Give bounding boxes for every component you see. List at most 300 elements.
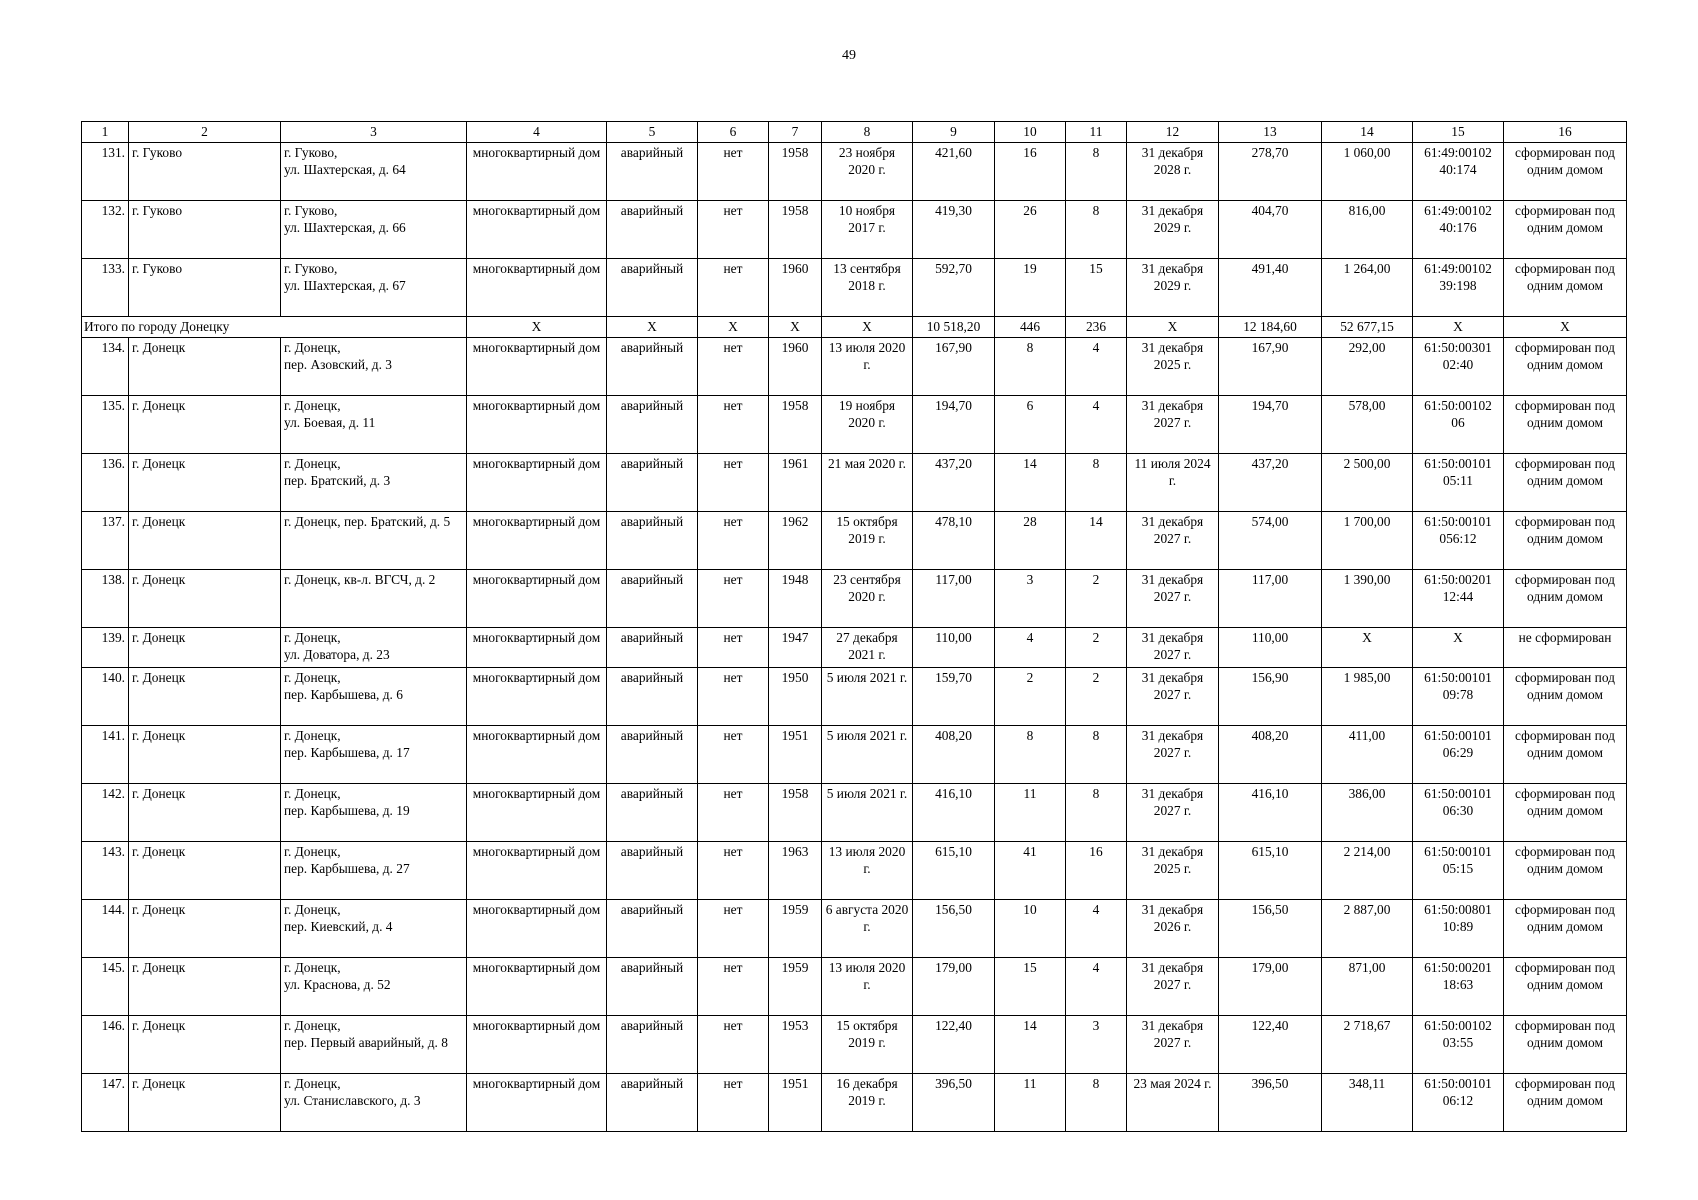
decision-date-cell: 23 ноября 2020 г. <box>822 143 913 201</box>
living-area-cell: 167,90 <box>1219 338 1322 396</box>
land-status-cell: сформирован под одним домом <box>1504 1016 1627 1074</box>
municipality-cell: г. Гуково <box>129 259 281 317</box>
municipality-cell: г. Донецк <box>129 570 281 628</box>
condition-cell: аварийный <box>607 668 698 726</box>
build-year-cell: 1961 <box>769 454 822 512</box>
flag-cell: нет <box>698 900 769 958</box>
building-type-cell: многоквартирный дом <box>467 784 607 842</box>
land-area-cell: 292,00 <box>1322 338 1413 396</box>
flats-count-cell: 2 <box>1066 668 1127 726</box>
municipality-cell: г. Донецк <box>129 726 281 784</box>
build-year-cell: 1959 <box>769 958 822 1016</box>
build-year-cell: 1958 <box>769 201 822 259</box>
condition-cell: аварийный <box>607 143 698 201</box>
header-cell: 6 <box>698 122 769 143</box>
flats-count-cell: 3 <box>1066 1016 1127 1074</box>
building-type-cell: многоквартирный дом <box>467 958 607 1016</box>
building-type-cell: многоквартирный дом <box>467 842 607 900</box>
row-number-cell: 139. <box>82 628 129 668</box>
municipality-cell: г. Донецк <box>129 842 281 900</box>
residents-cell: 14 <box>995 1016 1066 1074</box>
residents-cell: 3 <box>995 570 1066 628</box>
build-year-cell: 1948 <box>769 570 822 628</box>
header-cell: 3 <box>281 122 467 143</box>
flats-count-cell: 4 <box>1066 900 1127 958</box>
land-area-cell: 1 985,00 <box>1322 668 1413 726</box>
table-row <box>82 201 1627 259</box>
municipality-cell: г. Гуково <box>129 201 281 259</box>
building-type-cell: многоквартирный дом <box>467 900 607 958</box>
header-cell: 10 <box>995 122 1066 143</box>
table-row <box>82 454 1627 512</box>
total-area-cell: 421,60 <box>913 143 995 201</box>
emergency-housing-table <box>81 121 1627 1132</box>
row-number-cell: 141. <box>82 726 129 784</box>
decision-date-cell: 27 декабря 2021 г. <box>822 628 913 668</box>
condition-cell: аварийный <box>607 842 698 900</box>
resettlement-deadline-cell: 31 декабря 2027 г. <box>1127 396 1219 454</box>
resettlement-deadline-cell: 31 декабря 2025 г. <box>1127 842 1219 900</box>
header-cell: 2 <box>129 122 281 143</box>
condition-cell: аварийный <box>607 784 698 842</box>
address-cell: г. Донецк, пер. Киевский, д. 4 <box>281 900 467 958</box>
table-row <box>82 1074 1627 1132</box>
land-status-cell: сформирован под одним домом <box>1504 454 1627 512</box>
table-row <box>82 628 1627 668</box>
address-cell: г. Гуково, ул. Шахтерская, д. 64 <box>281 143 467 201</box>
total-label: Итого по городу Донецку <box>82 317 467 338</box>
row-number-cell: 142. <box>82 784 129 842</box>
decision-date-cell: 15 октября 2019 г. <box>822 1016 913 1074</box>
residents-cell: 11 <box>995 784 1066 842</box>
cadastral-number-cell: 61:50:00201 18:63 <box>1413 958 1504 1016</box>
address-cell: г. Донецк, кв-л. ВГСЧ, д. 2 <box>281 570 467 628</box>
address-cell: г. Донецк, пер. Карбышева, д. 17 <box>281 726 467 784</box>
cadastral-number-cell: 61:50:00102 06 <box>1413 396 1504 454</box>
total-area-cell: 396,50 <box>913 1074 995 1132</box>
header-cell: 1 <box>82 122 129 143</box>
table-row <box>82 900 1627 958</box>
residents-cell: 14 <box>995 454 1066 512</box>
row-number-cell: 145. <box>82 958 129 1016</box>
address-cell: г. Донецк, пер. Братский, д. 5 <box>281 512 467 570</box>
total-area-cell: 179,00 <box>913 958 995 1016</box>
table-row <box>82 668 1627 726</box>
table-row <box>82 842 1627 900</box>
flag-cell: нет <box>698 842 769 900</box>
flag-cell: нет <box>698 201 769 259</box>
table-row <box>82 784 1627 842</box>
land-status-cell: сформирован под одним домом <box>1504 570 1627 628</box>
resettlement-deadline-cell: 31 декабря 2027 г. <box>1127 1016 1219 1074</box>
total-cell-9: 10 518,20 <box>913 317 995 338</box>
cadastral-number-cell: 61:49:00102 40:174 <box>1413 143 1504 201</box>
header-cell: 16 <box>1504 122 1627 143</box>
municipality-cell: г. Донецк <box>129 1074 281 1132</box>
cadastral-number-cell: 61:50:00102 03:55 <box>1413 1016 1504 1074</box>
resettlement-deadline-cell: 11 июля 2024 г. <box>1127 454 1219 512</box>
land-status-cell: сформирован под одним домом <box>1504 726 1627 784</box>
flats-count-cell: 15 <box>1066 259 1127 317</box>
flats-count-cell: 8 <box>1066 784 1127 842</box>
living-area-cell: 404,70 <box>1219 201 1322 259</box>
total-area-cell: 122,40 <box>913 1016 995 1074</box>
resettlement-deadline-cell: 31 декабря 2027 г. <box>1127 726 1219 784</box>
municipality-cell: г. Гуково <box>129 143 281 201</box>
total-area-cell: 110,00 <box>913 628 995 668</box>
municipality-cell: г. Донецк <box>129 338 281 396</box>
row-number-cell: 143. <box>82 842 129 900</box>
decision-date-cell: 13 июля 2020 г. <box>822 958 913 1016</box>
building-type-cell: многоквартирный дом <box>467 259 607 317</box>
total-area-cell: 592,70 <box>913 259 995 317</box>
address-cell: г. Донецк, ул. Боевая, д. 11 <box>281 396 467 454</box>
land-status-cell: сформирован под одним домом <box>1504 900 1627 958</box>
residents-cell: 16 <box>995 143 1066 201</box>
building-type-cell: многоквартирный дом <box>467 570 607 628</box>
address-cell: г. Гуково, ул. Шахтерская, д. 66 <box>281 201 467 259</box>
condition-cell: аварийный <box>607 900 698 958</box>
total-area-cell: 194,70 <box>913 396 995 454</box>
flag-cell: нет <box>698 1074 769 1132</box>
resettlement-deadline-cell: 31 декабря 2027 г. <box>1127 784 1219 842</box>
municipality-cell: г. Донецк <box>129 1016 281 1074</box>
living-area-cell: 416,10 <box>1219 784 1322 842</box>
table-row <box>82 338 1627 396</box>
flats-count-cell: 16 <box>1066 842 1127 900</box>
total-area-cell: 437,20 <box>913 454 995 512</box>
table-row <box>82 259 1627 317</box>
condition-cell: аварийный <box>607 1016 698 1074</box>
land-area-cell: 1 060,00 <box>1322 143 1413 201</box>
decision-date-cell: 5 июля 2021 г. <box>822 726 913 784</box>
address-cell: г. Донецк, пер. Карбышева, д. 27 <box>281 842 467 900</box>
municipality-cell: г. Донецк <box>129 958 281 1016</box>
cadastral-number-cell: 61:50:00101 05:11 <box>1413 454 1504 512</box>
residents-cell: 28 <box>995 512 1066 570</box>
resettlement-deadline-cell: 31 декабря 2027 г. <box>1127 512 1219 570</box>
land-status-cell: сформирован под одним домом <box>1504 259 1627 317</box>
table-row <box>82 570 1627 628</box>
condition-cell: аварийный <box>607 454 698 512</box>
table-row <box>82 1016 1627 1074</box>
land-status-cell: сформирован под одним домом <box>1504 143 1627 201</box>
living-area-cell: 156,90 <box>1219 668 1322 726</box>
header-cell: 7 <box>769 122 822 143</box>
residents-cell: 2 <box>995 668 1066 726</box>
municipality-cell: г. Донецк <box>129 396 281 454</box>
building-type-cell: многоквартирный дом <box>467 1016 607 1074</box>
flag-cell: нет <box>698 143 769 201</box>
total-area-cell: 416,10 <box>913 784 995 842</box>
total-area-cell: 419,30 <box>913 201 995 259</box>
flag-cell: нет <box>698 668 769 726</box>
total-area-cell: 615,10 <box>913 842 995 900</box>
flag-cell: нет <box>698 1016 769 1074</box>
land-area-cell: 1 264,00 <box>1322 259 1413 317</box>
decision-date-cell: 13 июля 2020 г. <box>822 842 913 900</box>
total-cell-15: X <box>1413 317 1504 338</box>
residents-cell: 26 <box>995 201 1066 259</box>
resettlement-deadline-cell: 23 мая 2024 г. <box>1127 1074 1219 1132</box>
municipality-cell: г. Донецк <box>129 628 281 668</box>
build-year-cell: 1953 <box>769 1016 822 1074</box>
total-cell-12: X <box>1127 317 1219 338</box>
total-area-cell: 156,50 <box>913 900 995 958</box>
column-number-header <box>82 122 1627 143</box>
building-type-cell: многоквартирный дом <box>467 396 607 454</box>
living-area-cell: 194,70 <box>1219 396 1322 454</box>
condition-cell: аварийный <box>607 958 698 1016</box>
land-status-cell: сформирован под одним домом <box>1504 338 1627 396</box>
total-cell-14: 52 677,15 <box>1322 317 1413 338</box>
flats-count-cell: 8 <box>1066 454 1127 512</box>
table-row <box>82 512 1627 570</box>
building-type-cell: многоквартирный дом <box>467 338 607 396</box>
land-area-cell: 2 887,00 <box>1322 900 1413 958</box>
flats-count-cell: 4 <box>1066 396 1127 454</box>
build-year-cell: 1960 <box>769 338 822 396</box>
living-area-cell: 574,00 <box>1219 512 1322 570</box>
decision-date-cell: 13 июля 2020 г. <box>822 338 913 396</box>
decision-date-cell: 13 сентября 2018 г. <box>822 259 913 317</box>
flag-cell: нет <box>698 726 769 784</box>
condition-cell: аварийный <box>607 726 698 784</box>
build-year-cell: 1947 <box>769 628 822 668</box>
build-year-cell: 1959 <box>769 900 822 958</box>
city-total-row <box>82 317 1627 338</box>
decision-date-cell: 10 ноября 2017 г. <box>822 201 913 259</box>
flats-count-cell: 8 <box>1066 1074 1127 1132</box>
resettlement-deadline-cell: 31 декабря 2025 г. <box>1127 338 1219 396</box>
residents-cell: 10 <box>995 900 1066 958</box>
address-cell: г. Донецк, ул. Доватора, д. 23 <box>281 628 467 668</box>
total-area-cell: 159,70 <box>913 668 995 726</box>
flats-count-cell: 2 <box>1066 628 1127 668</box>
municipality-cell: г. Донецк <box>129 454 281 512</box>
flag-cell: нет <box>698 628 769 668</box>
flag-cell: нет <box>698 338 769 396</box>
row-number-cell: 131. <box>82 143 129 201</box>
living-area-cell: 179,00 <box>1219 958 1322 1016</box>
municipality-cell: г. Донецк <box>129 668 281 726</box>
residents-cell: 4 <box>995 628 1066 668</box>
decision-date-cell: 6 августа 2020 г. <box>822 900 913 958</box>
living-area-cell: 615,10 <box>1219 842 1322 900</box>
address-cell: г. Донецк, ул. Краснова, д. 52 <box>281 958 467 1016</box>
residents-cell: 8 <box>995 338 1066 396</box>
residents-cell: 8 <box>995 726 1066 784</box>
land-status-cell: сформирован под одним домом <box>1504 512 1627 570</box>
municipality-cell: г. Донецк <box>129 900 281 958</box>
decision-date-cell: 5 июля 2021 г. <box>822 784 913 842</box>
row-number-cell: 133. <box>82 259 129 317</box>
flag-cell: нет <box>698 784 769 842</box>
cadastral-number-cell: 61:49:00102 40:176 <box>1413 201 1504 259</box>
address-cell: г. Донецк, пер. Первый аварийный, д. 8 <box>281 1016 467 1074</box>
total-cell-7: X <box>769 317 822 338</box>
build-year-cell: 1958 <box>769 396 822 454</box>
cadastral-number-cell: 61:50:00101 06:30 <box>1413 784 1504 842</box>
living-area-cell: 437,20 <box>1219 454 1322 512</box>
land-area-cell: 816,00 <box>1322 201 1413 259</box>
header-cell: 12 <box>1127 122 1219 143</box>
residents-cell: 19 <box>995 259 1066 317</box>
flats-count-cell: 8 <box>1066 726 1127 784</box>
land-area-cell: 1 700,00 <box>1322 512 1413 570</box>
condition-cell: аварийный <box>607 512 698 570</box>
municipality-cell: г. Донецк <box>129 784 281 842</box>
living-area-cell: 117,00 <box>1219 570 1322 628</box>
resettlement-deadline-cell: 31 декабря 2028 г. <box>1127 143 1219 201</box>
address-cell: г. Донецк, пер. Карбышева, д. 19 <box>281 784 467 842</box>
decision-date-cell: 16 декабря 2019 г. <box>822 1074 913 1132</box>
header-cell: 8 <box>822 122 913 143</box>
condition-cell: аварийный <box>607 201 698 259</box>
total-cell-8: X <box>822 317 913 338</box>
flats-count-cell: 8 <box>1066 143 1127 201</box>
table-row <box>82 396 1627 454</box>
flats-count-cell: 2 <box>1066 570 1127 628</box>
building-type-cell: многоквартирный дом <box>467 454 607 512</box>
flag-cell: нет <box>698 396 769 454</box>
resettlement-deadline-cell: 31 декабря 2027 г. <box>1127 570 1219 628</box>
building-type-cell: многоквартирный дом <box>467 668 607 726</box>
municipality-cell: г. Донецк <box>129 512 281 570</box>
living-area-cell: 278,70 <box>1219 143 1322 201</box>
resettlement-deadline-cell: 31 декабря 2029 г. <box>1127 259 1219 317</box>
land-area-cell: 1 390,00 <box>1322 570 1413 628</box>
row-number-cell: 135. <box>82 396 129 454</box>
build-year-cell: 1960 <box>769 259 822 317</box>
land-area-cell: 411,00 <box>1322 726 1413 784</box>
flats-count-cell: 14 <box>1066 512 1127 570</box>
header-cell: 5 <box>607 122 698 143</box>
row-number-cell: 137. <box>82 512 129 570</box>
table-row <box>82 726 1627 784</box>
resettlement-deadline-cell: 31 декабря 2027 г. <box>1127 628 1219 668</box>
build-year-cell: 1951 <box>769 726 822 784</box>
table-row <box>82 958 1627 1016</box>
land-area-cell: X <box>1322 628 1413 668</box>
address-cell: г. Донецк, пер. Братский, д. 3 <box>281 454 467 512</box>
total-area-cell: 408,20 <box>913 726 995 784</box>
row-number-cell: 132. <box>82 201 129 259</box>
land-status-cell: сформирован под одним домом <box>1504 842 1627 900</box>
land-area-cell: 348,11 <box>1322 1074 1413 1132</box>
condition-cell: аварийный <box>607 1074 698 1132</box>
residents-cell: 11 <box>995 1074 1066 1132</box>
header-cell: 13 <box>1219 122 1322 143</box>
cadastral-number-cell: 61:50:00801 10:89 <box>1413 900 1504 958</box>
decision-date-cell: 15 октября 2019 г. <box>822 512 913 570</box>
total-area-cell: 167,90 <box>913 338 995 396</box>
condition-cell: аварийный <box>607 628 698 668</box>
cadastral-number-cell: 61:50:00301 02:40 <box>1413 338 1504 396</box>
resettlement-deadline-cell: 31 декабря 2029 г. <box>1127 201 1219 259</box>
residents-cell: 6 <box>995 396 1066 454</box>
condition-cell: аварийный <box>607 396 698 454</box>
condition-cell: аварийный <box>607 259 698 317</box>
land-status-cell: сформирован под одним домом <box>1504 396 1627 454</box>
living-area-cell: 408,20 <box>1219 726 1322 784</box>
decision-date-cell: 21 мая 2020 г. <box>822 454 913 512</box>
living-area-cell: 396,50 <box>1219 1074 1322 1132</box>
cadastral-number-cell: 61:50:00101 06:29 <box>1413 726 1504 784</box>
row-number-cell: 140. <box>82 668 129 726</box>
total-cell-11: 236 <box>1066 317 1127 338</box>
address-cell: г. Гуково, ул. Шахтерская, д. 67 <box>281 259 467 317</box>
page-number: 49 <box>842 48 856 63</box>
row-number-cell: 146. <box>82 1016 129 1074</box>
header-cell: 4 <box>467 122 607 143</box>
flats-count-cell: 4 <box>1066 338 1127 396</box>
flag-cell: нет <box>698 259 769 317</box>
flag-cell: нет <box>698 512 769 570</box>
land-status-cell: сформирован под одним домом <box>1504 784 1627 842</box>
residents-cell: 15 <box>995 958 1066 1016</box>
land-status-cell: сформирован под одним домом <box>1504 201 1627 259</box>
table-body <box>82 122 1627 1132</box>
address-cell: г. Донецк, ул. Станиславского, д. 3 <box>281 1074 467 1132</box>
build-year-cell: 1958 <box>769 784 822 842</box>
land-area-cell: 578,00 <box>1322 396 1413 454</box>
header-cell: 14 <box>1322 122 1413 143</box>
land-area-cell: 2 718,67 <box>1322 1016 1413 1074</box>
living-area-cell: 156,50 <box>1219 900 1322 958</box>
land-status-cell: сформирован под одним домом <box>1504 668 1627 726</box>
land-status-cell: сформирован под одним домом <box>1504 1074 1627 1132</box>
row-number-cell: 136. <box>82 454 129 512</box>
row-number-cell: 134. <box>82 338 129 396</box>
land-area-cell: 2 214,00 <box>1322 842 1413 900</box>
total-cell-13: 12 184,60 <box>1219 317 1322 338</box>
cadastral-number-cell: 61:50:00101 06:12 <box>1413 1074 1504 1132</box>
land-area-cell: 871,00 <box>1322 958 1413 1016</box>
condition-cell: аварийный <box>607 570 698 628</box>
build-year-cell: 1958 <box>769 143 822 201</box>
total-area-cell: 478,10 <box>913 512 995 570</box>
total-cell-6: X <box>698 317 769 338</box>
total-cell-5: X <box>607 317 698 338</box>
table-row <box>82 143 1627 201</box>
building-type-cell: многоквартирный дом <box>467 726 607 784</box>
total-area-cell: 117,00 <box>913 570 995 628</box>
building-type-cell: многоквартирный дом <box>467 201 607 259</box>
cadastral-number-cell: 61:49:00102 39:198 <box>1413 259 1504 317</box>
total-cell-10: 446 <box>995 317 1066 338</box>
cadastral-number-cell: 61:50:00101 05:15 <box>1413 842 1504 900</box>
row-number-cell: 144. <box>82 900 129 958</box>
cadastral-number-cell: 61:50:00101 056:12 <box>1413 512 1504 570</box>
row-number-cell: 147. <box>82 1074 129 1132</box>
building-type-cell: многоквартирный дом <box>467 1074 607 1132</box>
decision-date-cell: 19 ноября 2020 г. <box>822 396 913 454</box>
living-area-cell: 491,40 <box>1219 259 1322 317</box>
build-year-cell: 1951 <box>769 1074 822 1132</box>
land-area-cell: 386,00 <box>1322 784 1413 842</box>
flag-cell: нет <box>698 454 769 512</box>
flag-cell: нет <box>698 958 769 1016</box>
build-year-cell: 1962 <box>769 512 822 570</box>
build-year-cell: 1963 <box>769 842 822 900</box>
flag-cell: нет <box>698 570 769 628</box>
header-cell: 15 <box>1413 122 1504 143</box>
address-cell: г. Донецк, пер. Азовский, д. 3 <box>281 338 467 396</box>
resettlement-deadline-cell: 31 декабря 2026 г. <box>1127 900 1219 958</box>
resettlement-deadline-cell: 31 декабря 2027 г. <box>1127 958 1219 1016</box>
cadastral-number-cell: 61:50:00101 09:78 <box>1413 668 1504 726</box>
